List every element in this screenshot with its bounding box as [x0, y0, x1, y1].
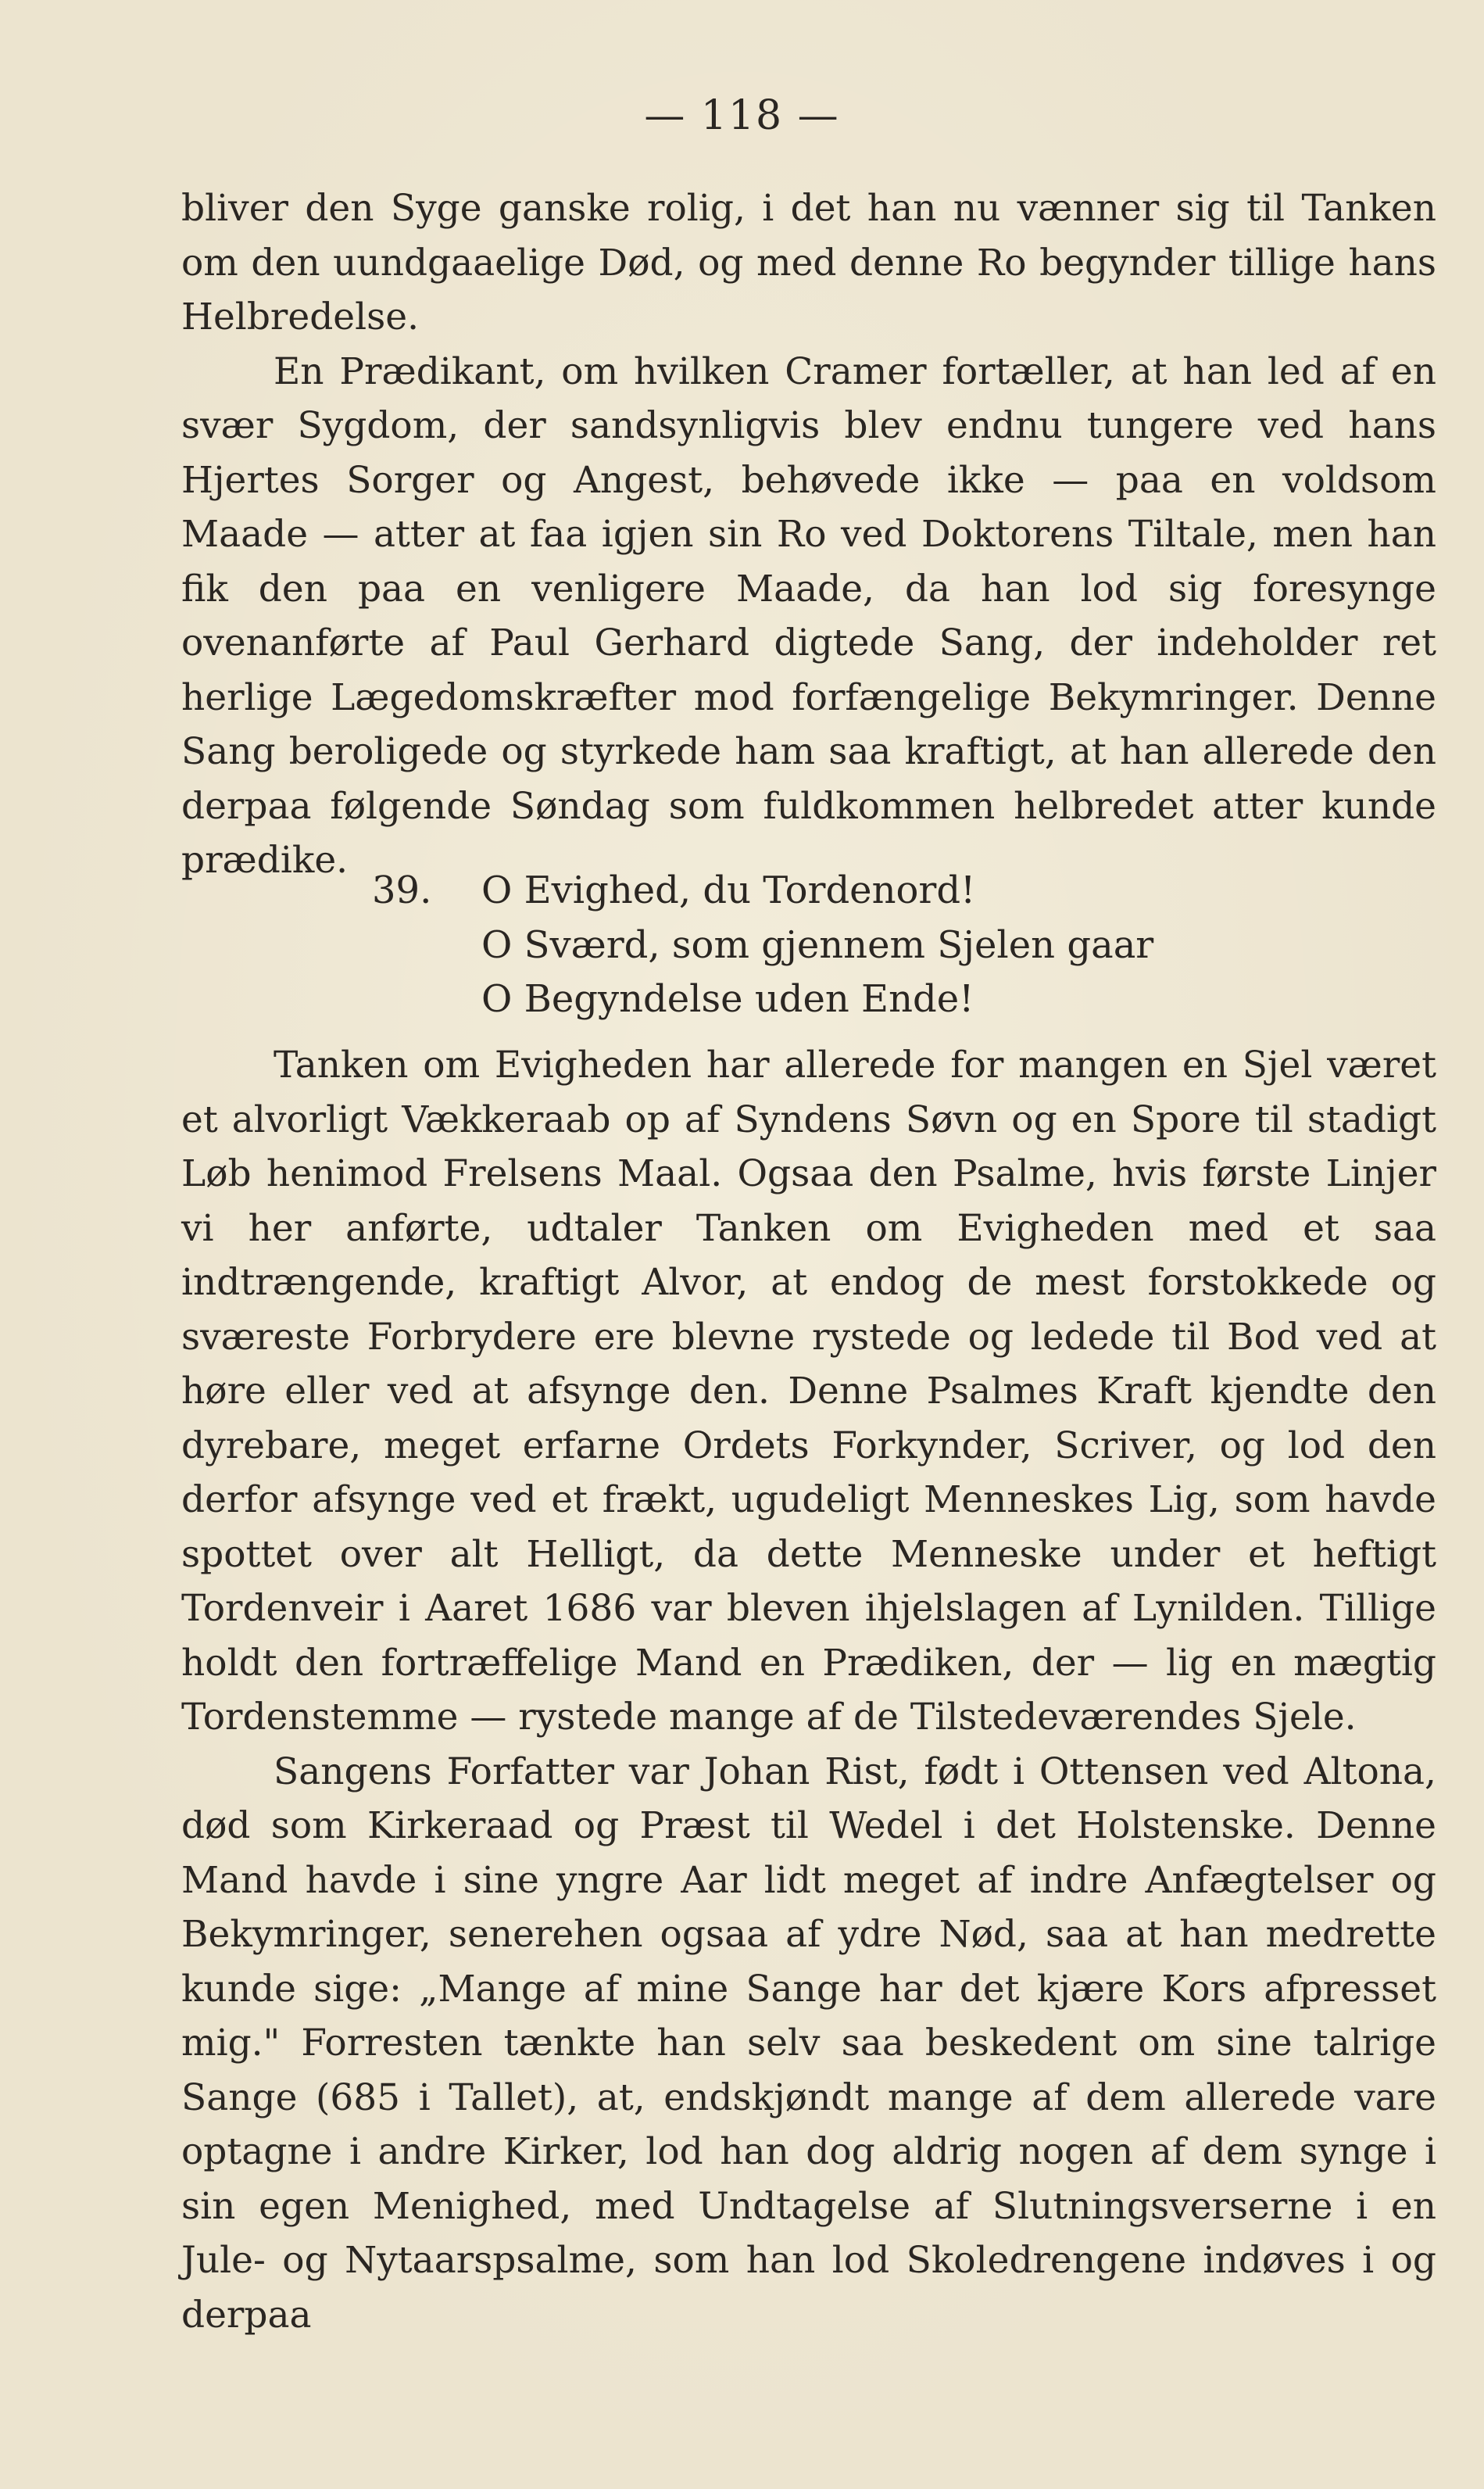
paragraph-1: bliver den Syge ganske rolig, i det han nu vænner sig til Tanken om den uundgaaelige Død, og med denne Ro begynder tillige hans Helbredelse. [181, 187, 1436, 338]
paragraph-2: En Prædikant, om hvilken Cramer fortæller, at han led af en svær Sygdom, der sandsynligvis blev endnu tungere ved hans Hjertes Sorger og Angest, behøvede ikke — paa en voldsom Maade — atter at faa igjen sin Ro ved Doktorens Tiltale, men han fik den paa en venligere Maade, da han lod sig foresynge ovenanførte af Paul Gerhard digtede Sang, der indeholder ret herlige Lægedomskræfter mod forfængelige Bekymringer. Denne Sang beroligede og styrkede ham saa kraftigt, at han allerede den derpaa følgende Søndag som fuldkommen helbredet atter kunde prædike. [181, 349, 1436, 882]
hymn-line-2: O Sværd, som gjennem Sjelen gaar [481, 922, 1154, 967]
hymn-lines [481, 864, 1153, 1027]
bottom-text-block [181, 1038, 1436, 2342]
hymn-line-1: O Evighed, du Tordenord! [481, 868, 976, 912]
paragraph-3: Tanken om Evigheden har allerede for mangen en Sjel været et alvorligt Vækkeraab op af Syndens Søvn og en Spore til stadigt Løb henimod Frelsens Maal. Ogsaa den Psalme, hvis første Linjer vi her anførte, udtaler Tanken om Evigheden med et saa indtrængende, kraftigt Alvor, at endog de mest forstokkede og sværeste Forbrydere ere blevne rystede og ledede til Bod ved at høre eller ved at afsynge den. Denne Psalmes Kraft kjendte den dyrebare, meget erfarne Ordets Forkynder, Scriver, og lod den derfor afsynge ved et frækt, ugudeligt Menneskes Lig, som havde spottet over alt Helligt, da dette Menneske under et heftigt Tordenveir i Aaret 1686 var bleven ihjelslagen af Lynilden. Tillige holdt den fortræffelige Mand en Prædiken, der — lig en mægtig Tordenstemme — rystede mange af de Tilstedeværendes Sjele. [181, 1044, 1436, 1739]
page-number: — 118 — [644, 92, 840, 139]
top-text-block [181, 181, 1436, 888]
hymn-line-3: O Begyndelse uden Ende! [481, 977, 974, 1021]
hymn-number: 39. [372, 868, 432, 912]
paragraph-4: Sangens Forfatter var Johan Rist, født i Ottensen ved Altona, død som Kirkeraad og Præst til Wedel i det Holstenske. Denne Mand havde i sine yngre Aar lidt meget af indre Anfægtelser og Bekymringer, senerehen ogsaa af ydre Nød, saa at han medrette kunde sige: „Mange af mine Sange har det kjære Kors afpresset mig." Forresten tænkte han selv saa beskedent om sine talrige Sange (685 i Tallet), at, endskjøndt mange af dem allerede vare optagne i andre Kirker, lod han dog aldrig nogen af dem synge i sin egen Menighed, med Undtagelse af Slutningsverserne i en Jule- og Nytaarspsalme, som han lod Skoledrengene indøves i og derpaa [181, 1749, 1436, 2337]
